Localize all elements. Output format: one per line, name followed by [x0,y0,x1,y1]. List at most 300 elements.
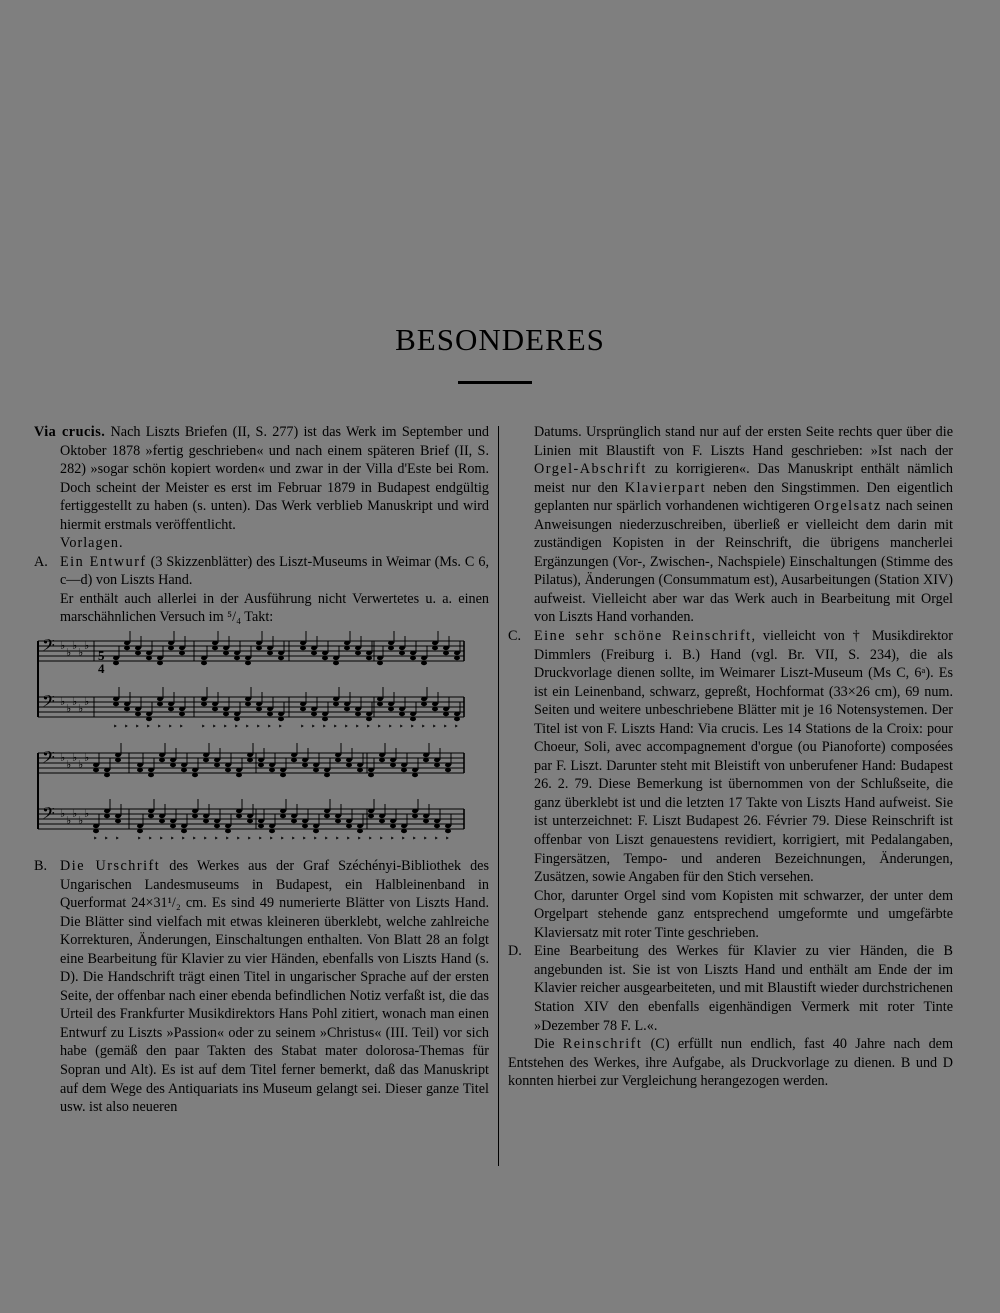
notehead [280,809,286,813]
notehead [212,702,218,706]
bass-clef-icon: 𝄢 [42,635,55,660]
notehead [432,646,438,650]
notehead [201,697,207,701]
notehead [137,829,143,833]
column-divider [498,426,499,1166]
notehead [115,753,121,757]
notehead [124,641,130,645]
notehead [434,824,440,828]
notehead [267,651,273,655]
section-label: Via crucis. [34,424,106,440]
flat-icon: ♭ [72,751,78,765]
accent-mark: ‣ [223,722,228,732]
notehead [278,651,284,655]
accent-mark: ‣ [234,722,239,732]
notehead [377,661,383,665]
notehead [137,763,143,767]
notehead [203,814,209,818]
item-a-continued: Er enthält auch allerlei in der Ausführung nicht Verwertetes u. a. einen marschähnlichen Versuch im ⁵/₄ Takt: [60,590,489,626]
notehead [115,819,121,823]
notehead [93,824,99,828]
notehead [159,814,165,818]
notehead [324,809,330,813]
notehead [135,651,141,655]
vorlagen-heading: Vorlagen. [60,535,124,552]
notehead [179,712,185,716]
accent-mark: ‣ [443,722,448,732]
notehead [236,814,242,818]
notehead [410,717,416,721]
notehead [412,809,418,813]
notehead [410,712,416,716]
notehead [225,763,231,767]
accent-mark: ‣ [454,722,459,732]
notehead [366,651,372,655]
notehead [324,814,330,818]
accent-mark: ‣ [410,722,415,732]
accent-mark: ‣ [357,834,362,844]
accent-mark: ‣ [300,722,305,732]
accent-mark: ‣ [93,834,98,844]
notehead [423,758,429,762]
notehead [390,758,396,762]
notehead [412,814,418,818]
notehead [115,758,121,762]
notehead [256,707,262,711]
notehead [234,712,240,716]
accent-mark: ‣ [335,834,340,844]
notehead [368,773,374,777]
notehead [234,656,240,660]
accent-mark: ‣ [269,834,274,844]
accent-mark: ‣ [135,722,140,732]
notehead [269,824,275,828]
notehead [201,702,207,706]
notehead [223,707,229,711]
accent-mark: ‣ [291,834,296,844]
notehead [377,697,383,701]
notehead [256,641,262,645]
notehead [181,824,187,828]
notehead [278,656,284,660]
accent-mark: ‣ [115,834,120,844]
notehead [159,819,165,823]
right-column [508,423,953,1091]
notehead [399,646,405,650]
flat-icon: ♭ [84,807,90,821]
accent-mark: ‣ [432,722,437,732]
accent-mark: ‣ [313,834,318,844]
bass-clef-icon: 𝄢 [42,747,55,772]
notehead [390,763,396,767]
notehead [223,646,229,650]
item-b-continued: Datums. Ursprünglich stand nur auf der ersten Seite rechts quer über die Linien mit Blaustift von F. Liszts Hand geschrieben: »Ist nach der Orgel-Abschrift zu korrigieren«. Das Manuskript enthält nämlich meist nur den Klavierpart neben den Singstimmen. Den eigentlich geplanten nur spärlich vorhandenen wichtigeren Orgelsatz nach seinen Anweisungen niederzuschreiben, überließ er vielleicht dem darin mit zuständigen Kopisten in der Reinschrift, die übrigens mancherlei Ergänzungen (Vor-, Zwischen-, Nachspiele) Einschaltungen (Stimme des Pilatus), Änderungen (Consummatum est), Ausarbeitungen (Station XIV) aufweist. Vielleicht aber war das Werk auch in Bearbeitung mit Orgel von Liszts Hand vorhanden. [534,424,953,626]
accent-mark: ‣ [236,834,241,844]
flat-icon: ♭ [66,814,72,828]
notehead [168,646,174,650]
page-title: BESONDERES [395,322,605,357]
notehead [181,763,187,767]
accent-mark: ‣ [225,834,230,844]
accent-mark: ‣ [181,834,186,844]
notehead [454,656,460,660]
accent-mark: ‣ [214,834,219,844]
notehead [269,829,275,833]
time-signature-top: 5 [98,648,105,664]
notehead [157,661,163,665]
notehead [434,763,440,767]
notehead [135,712,141,716]
notehead [401,768,407,772]
notehead [379,753,385,757]
accent-mark: ‣ [247,834,252,844]
notehead [214,763,220,767]
accent-mark: ‣ [192,834,197,844]
flat-icon: ♭ [66,702,72,716]
bass-clef-icon: 𝄢 [42,803,55,828]
notehead [454,712,460,716]
notehead [168,641,174,645]
accent-mark: ‣ [170,834,175,844]
notehead [399,712,405,716]
notehead [313,768,319,772]
notehead [113,656,119,660]
accent-mark: ‣ [203,834,208,844]
notehead [113,661,119,665]
notehead [333,697,339,701]
notehead [335,814,341,818]
accent-mark: ‣ [137,834,142,844]
notehead [432,707,438,711]
notehead [344,702,350,706]
notehead [124,702,130,706]
notehead [421,656,427,660]
notehead [104,768,110,772]
notehead [269,768,275,772]
notehead [278,717,284,721]
item-d-marker: D. [508,943,522,960]
notehead [399,707,405,711]
notehead [258,763,264,767]
flat-icon: ♭ [78,758,84,772]
notehead [302,763,308,767]
notehead [445,768,451,772]
notehead [421,697,427,701]
notehead [214,824,220,828]
notehead [445,763,451,767]
accent-mark: ‣ [267,722,272,732]
accent-mark: ‣ [148,834,153,844]
item-d: D. Eine Bearbeitung des Werkes für Klavier zu vier Händen, die B angebunden ist. Sie ist von Liszts Hand und enthält am Ende der im Klavier reicher ausgearbeiteten, und mit Blaustift wieder durchstrichenen Station XIV den ebenfalls eigenhändigen Vermerk mit roter Tinte »Dezember 78 F. L.«. [508,943,953,1034]
notehead [170,758,176,762]
notehead [412,768,418,772]
bass-clef-icon: 𝄢 [42,691,55,716]
notehead [159,758,165,762]
flat-icon: ♭ [84,639,90,653]
notehead [300,702,306,706]
notehead [355,646,361,650]
left-column [34,423,489,1117]
notehead [302,758,308,762]
notehead [135,707,141,711]
accent-mark: ‣ [399,722,404,732]
notehead [366,717,372,721]
accent-mark: ‣ [258,834,263,844]
notehead [245,702,251,706]
notehead [93,763,99,767]
accent-mark: ‣ [377,722,382,732]
notehead [225,824,231,828]
notehead [280,773,286,777]
notehead [443,707,449,711]
notehead [223,651,229,655]
notehead [335,819,341,823]
accent-mark: ‣ [157,722,162,732]
notehead [390,819,396,823]
notehead [212,707,218,711]
notehead [410,656,416,660]
notehead [445,824,451,828]
notehead [146,712,152,716]
notehead [377,702,383,706]
notehead [311,707,317,711]
notehead [113,702,119,706]
accent-mark: ‣ [113,722,118,732]
notehead [192,814,198,818]
notehead [104,773,110,777]
notehead [93,768,99,772]
notehead [192,809,198,813]
notehead [148,773,154,777]
accent-mark: ‣ [412,834,417,844]
notehead [245,661,251,665]
notehead [344,646,350,650]
notehead [366,656,372,660]
notehead [269,763,275,767]
notehead [245,697,251,701]
notehead [322,712,328,716]
notehead [390,824,396,828]
notehead [179,707,185,711]
notehead [344,707,350,711]
accent-mark: ‣ [322,722,327,732]
notehead [192,773,198,777]
notehead [203,819,209,823]
notehead [322,656,328,660]
notehead [168,702,174,706]
flat-icon: ♭ [66,646,72,660]
notehead [170,763,176,767]
notehead [313,824,319,828]
notehead [104,809,110,813]
flat-icon: ♭ [78,702,84,716]
notehead [423,819,429,823]
notehead [137,768,143,772]
notehead [159,753,165,757]
notehead [379,758,385,762]
notehead [401,829,407,833]
notehead [335,753,341,757]
notehead [379,814,385,818]
accent-mark: ‣ [159,834,164,844]
notehead [236,768,242,772]
accent-mark: ‣ [168,722,173,732]
notehead [344,641,350,645]
accent-mark: ‣ [245,722,250,732]
notehead [170,824,176,828]
notehead [267,646,273,650]
notehead [377,656,383,660]
accent-mark: ‣ [124,722,129,732]
notehead [258,824,264,828]
notehead [324,773,330,777]
notehead [225,768,231,772]
notehead [300,707,306,711]
flat-icon: ♭ [60,695,66,709]
notehead [157,697,163,701]
notehead [148,768,154,772]
notehead [388,641,394,645]
flat-icon: ♭ [72,807,78,821]
notehead [236,809,242,813]
notehead [203,753,209,757]
notehead [355,651,361,655]
notehead [247,758,253,762]
notehead [322,651,328,655]
accent-mark: ‣ [390,834,395,844]
item-c-continued: Chor, darunter Orgel sind vom Kopisten mit schwarzer, der unter dem Orgelpart stehende ganz entsprechend umgeformte und umgefärbte Klaviersatz mit roter Tinte geschrieben. [534,887,953,941]
notehead [201,661,207,665]
notehead [234,717,240,721]
notehead [291,819,297,823]
notehead [223,712,229,716]
notehead [357,829,363,833]
notehead [201,656,207,660]
notehead [311,651,317,655]
notehead [368,809,374,813]
accent-mark: ‣ [280,834,285,844]
notehead [267,712,273,716]
notehead [443,712,449,716]
accent-mark: ‣ [421,722,426,732]
item-a: A. Ein Entwurf (3 Skizzenblätter) des Liszt-Museums in Weimar (Ms. C 6, c—d) von Liszts Hand. [34,553,489,589]
notehead [291,758,297,762]
notehead [157,656,163,660]
notehead [214,758,220,762]
notehead [445,829,451,833]
accent-mark: ‣ [423,834,428,844]
flat-icon: ♭ [60,751,66,765]
notehead [432,702,438,706]
notehead [181,768,187,772]
notehead [146,717,152,721]
notehead [115,814,121,818]
notehead [399,651,405,655]
notehead [443,651,449,655]
flat-icon: ♭ [60,639,66,653]
notehead [434,819,440,823]
notehead [225,829,231,833]
notehead [146,651,152,655]
time-signature-bottom: 4 [98,661,105,677]
notehead [355,707,361,711]
closing-paragraph: Die Reinschrift (C) erfüllt nun endlich, fast 40 Jahre nach dem Entstehen des Werkes, ihre Aufgabe, als Druckvorlage zu dienen. B und D konnten hierbei zur Vergleichung herangezogen werden. [508,1036,953,1090]
notehead [245,656,251,660]
notehead [357,763,363,767]
notehead [247,819,253,823]
notehead [247,814,253,818]
notehead [236,773,242,777]
accent-mark: ‣ [368,834,373,844]
flat-icon: ♭ [84,751,90,765]
flat-icon: ♭ [78,646,84,660]
notehead [388,646,394,650]
notehead [357,768,363,772]
notehead [146,656,152,660]
item-c-marker: C. [508,628,522,645]
notehead [258,819,264,823]
notehead [124,646,130,650]
accent-mark: ‣ [434,834,439,844]
notehead [401,824,407,828]
notehead [302,824,308,828]
notehead [192,768,198,772]
notehead [113,697,119,701]
notehead [256,702,262,706]
notehead [421,661,427,665]
notehead [300,641,306,645]
accent-mark: ‣ [379,834,384,844]
notehead [410,651,416,655]
intro-paragraph: Via crucis. Nach Liszts Briefen (II, S. 277) ist das Werk im September und Oktober 1878 »fertig geschrieben« und nach einem späteren Brief (II, S. 282) »sogar schön kopiert worden« und zwar in der Villa d'Este bei Rom. Doch scheint der Meister es erst im Februar 1879 in Budapest endgültig fertiggestellt zu haben (s. unten). Das Werk verblieb Manuskript und wird hiermit erstmals veröffentlicht. [34,424,490,533]
notehead [148,809,154,813]
notehead [234,651,240,655]
notehead [168,707,174,711]
accent-mark: ‣ [344,722,349,732]
accent-mark: ‣ [146,722,151,732]
accent-mark: ‣ [302,834,307,844]
notehead [203,758,209,762]
notehead [432,641,438,645]
flat-icon: ♭ [78,814,84,828]
flat-icon: ♭ [72,639,78,653]
notehead [333,702,339,706]
notehead [256,646,262,650]
notehead [366,712,372,716]
accent-mark: ‣ [445,834,450,844]
notehead [291,814,297,818]
notehead [368,768,374,772]
notehead [421,702,427,706]
notehead [379,819,385,823]
notehead [443,646,449,650]
notehead [311,712,317,716]
flat-icon: ♭ [66,758,72,772]
notehead [388,707,394,711]
title-rule [458,381,532,384]
notehead [333,656,339,660]
notehead [412,773,418,777]
notehead [181,829,187,833]
accent-mark: ‣ [355,722,360,732]
music-example [34,629,489,853]
notehead [280,814,286,818]
notehead [388,702,394,706]
accent-mark: ‣ [388,722,393,732]
accent-mark: ‣ [311,722,316,732]
accent-mark: ‣ [324,834,329,844]
notehead [423,814,429,818]
